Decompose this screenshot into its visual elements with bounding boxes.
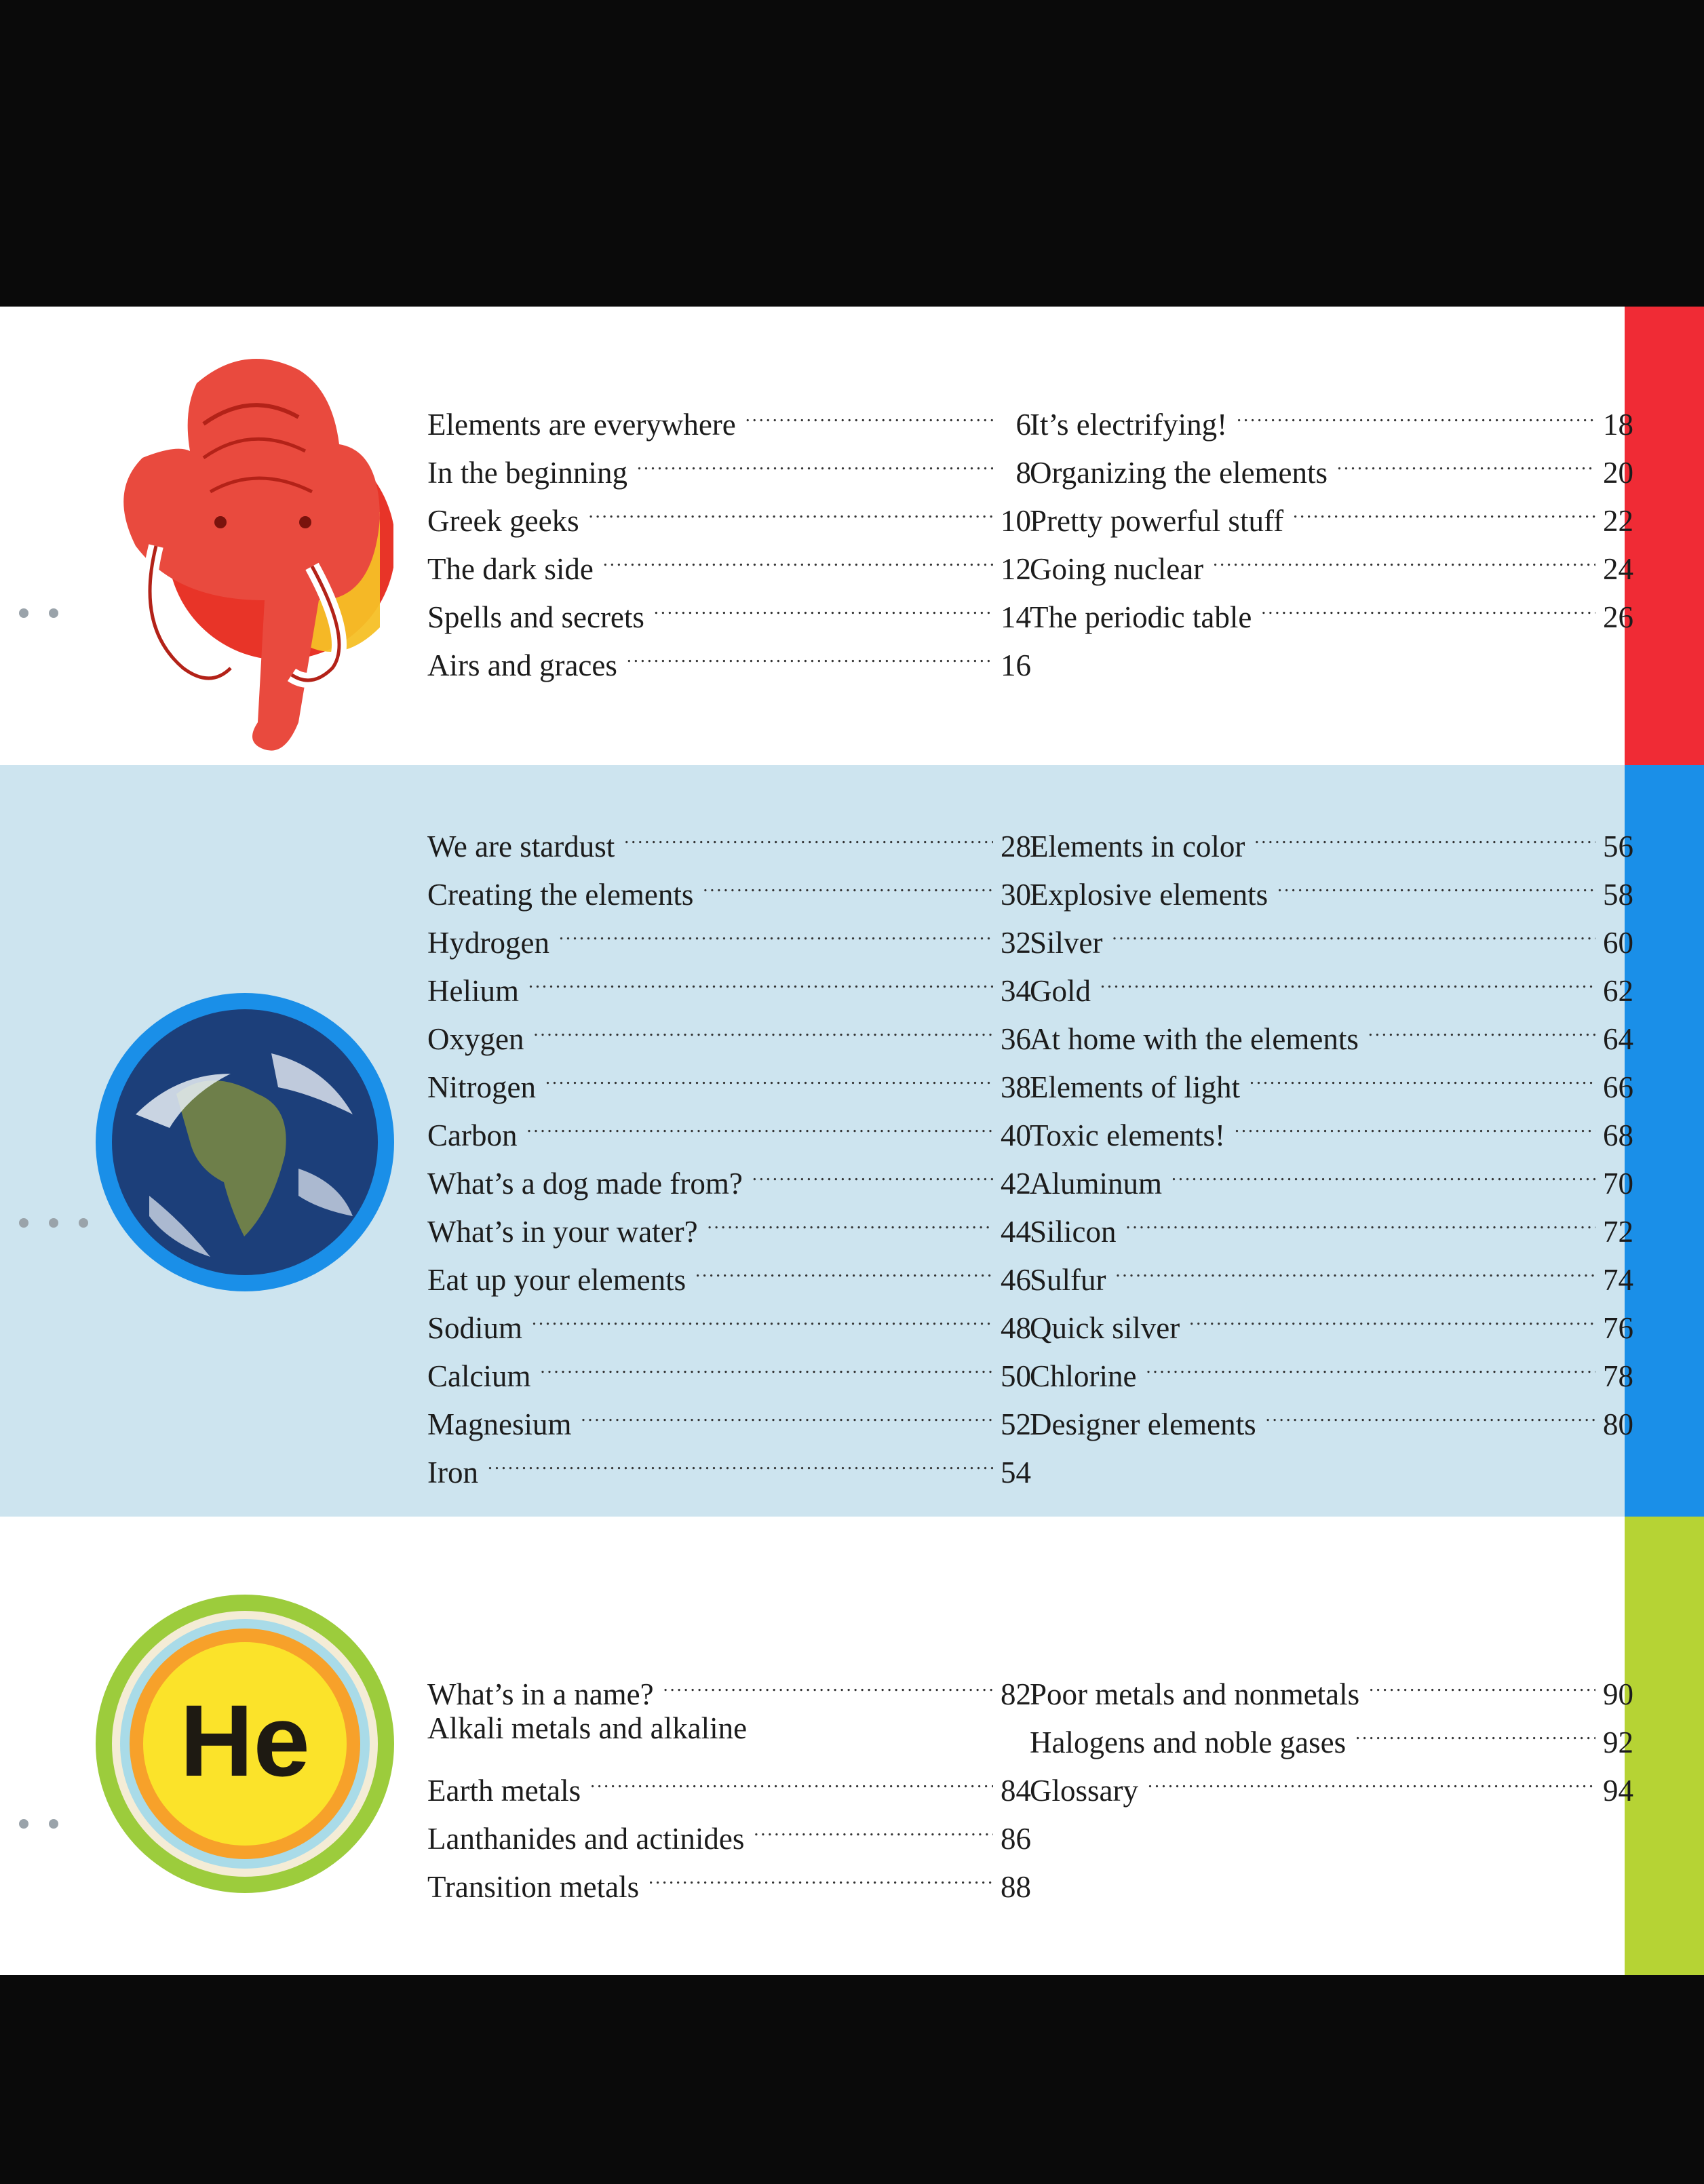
toc-entry[interactable]	[427, 1146, 1031, 1201]
toc-entry-page-number: 10	[1001, 504, 1031, 538]
helium-badge-icon	[95, 1594, 395, 1894]
helium-badge-text: He	[180, 1683, 310, 1797]
toc-leader-dots	[590, 1753, 993, 1801]
toc-entry-title: What’s in a name?	[427, 1677, 654, 1711]
toc-entry-page-number: 20	[1603, 456, 1633, 490]
toc-entry-title: Pretty powerful stuff	[1030, 504, 1284, 538]
toc-entry[interactable]	[427, 1656, 1031, 1711]
toc-leader-dots	[1254, 808, 1595, 857]
toc-entry[interactable]	[1030, 953, 1633, 1008]
toc-entry[interactable]	[1030, 1290, 1633, 1345]
toc-entry-title: Poor metals and nonmetals	[1030, 1677, 1360, 1711]
toc-entry-title: Elements in color	[1030, 830, 1245, 863]
toc-entry-title: Going nuclear	[1030, 552, 1204, 586]
toc-entry-page-number: 12	[1001, 552, 1031, 586]
toc-entry-title: Chlorine	[1030, 1359, 1137, 1393]
section-1-dot-marker	[19, 608, 58, 618]
toc-entry-page-number: 50	[1001, 1359, 1031, 1393]
toc-entry-page-number: 6	[1015, 408, 1031, 442]
toc-entry-page-number: 56	[1603, 830, 1633, 863]
toc-leader-dots	[624, 808, 993, 857]
toc-entry-page-number: 68	[1603, 1118, 1633, 1152]
toc-entry-title: Elements of light	[1030, 1070, 1240, 1104]
toc-entry-page-number: 16	[1001, 648, 1031, 682]
toc-entry-page-number: 44	[1001, 1215, 1031, 1249]
section-2-dot-marker	[19, 1218, 88, 1228]
toc-entry[interactable]	[427, 1435, 1031, 1489]
toc-leader-dots	[559, 905, 993, 953]
toc-leader-dots	[1112, 905, 1596, 953]
toc-entry-title: Glossary	[1030, 1774, 1138, 1808]
toc-entry-page-number: 18	[1603, 408, 1633, 442]
toc-leader-dots	[648, 1849, 993, 1897]
toc-entry[interactable]	[427, 387, 1031, 442]
toc-entry-title: Magnesium	[427, 1407, 572, 1441]
toc-entry-page-number: 94	[1603, 1774, 1633, 1808]
toc-entry-page-number: 82	[1001, 1677, 1031, 1711]
toc-entry-page-number: 90	[1603, 1677, 1633, 1711]
toc-entry-page-number: 88	[1001, 1870, 1031, 1904]
toc-entry-page-number: 92	[1603, 1725, 1633, 1759]
toc-entry[interactable]	[1030, 905, 1633, 960]
toc-leader-dots	[1337, 435, 1595, 483]
toc-entry-page-number: 30	[1001, 878, 1031, 912]
toc-leader-dots	[703, 857, 993, 905]
toc-entry-page-number: 80	[1603, 1407, 1633, 1441]
mammoth-icon	[95, 343, 393, 763]
toc-leader-dots	[1355, 1704, 1595, 1753]
toc-entry-page-number: 54	[1001, 1456, 1031, 1489]
toc-leader-dots	[526, 1097, 993, 1146]
toc-entry-page-number: 28	[1001, 830, 1031, 863]
section-2-left-column	[427, 808, 1031, 1489]
toc-leader-dots	[1277, 857, 1595, 905]
toc-entry[interactable]	[1030, 1001, 1633, 1056]
toc-leader-dots	[695, 1242, 993, 1290]
toc-entry-title: Explosive elements	[1030, 878, 1269, 912]
toc-leader-dots	[1172, 1146, 1595, 1194]
toc-entry-title: Sodium	[427, 1311, 523, 1345]
toc-leader-dots	[488, 1435, 993, 1483]
toc-entry-page-number: 62	[1603, 974, 1633, 1008]
section-1-left-column	[427, 387, 1031, 682]
toc-entry[interactable]	[427, 808, 1031, 863]
toc-entry[interactable]	[1030, 1656, 1633, 1711]
toc-leader-dots	[1126, 1194, 1595, 1242]
toc-leader-dots	[1250, 1049, 1595, 1097]
toc-entry-page-number: 46	[1001, 1263, 1031, 1297]
earth-globe-icon	[95, 992, 395, 1292]
toc-entry-page-number: 78	[1603, 1359, 1633, 1393]
toc-leader-dots	[1369, 1656, 1595, 1704]
toc-entry[interactable]	[427, 1704, 1031, 1753]
toc-leader-dots	[603, 531, 993, 579]
section-1-color-tab	[1625, 307, 1704, 765]
toc-entry-page-number: 66	[1603, 1070, 1633, 1104]
toc-leader-dots	[533, 1001, 993, 1049]
toc-leader-dots	[1368, 1001, 1595, 1049]
toc-leader-dots	[589, 483, 993, 531]
toc-entry-title: At home with the elements	[1030, 1022, 1359, 1056]
toc-entry-title: What’s a dog made from?	[427, 1167, 743, 1201]
toc-entry[interactable]	[1030, 1242, 1633, 1297]
toc-entry-page-number: 32	[1001, 926, 1031, 960]
toc-leader-dots	[532, 1290, 993, 1338]
toc-leader-dots	[1189, 1290, 1595, 1338]
toc-entry-page-number: 22	[1603, 504, 1633, 538]
toc-leader-dots	[1235, 1097, 1595, 1146]
toc-leader-dots	[540, 1338, 993, 1386]
toc-entry-title: Silver	[1030, 926, 1103, 960]
toc-entry-page-number: 40	[1001, 1118, 1031, 1152]
toc-leader-dots	[1116, 1242, 1596, 1290]
toc-entry-title: The periodic table	[1030, 600, 1252, 634]
toc-entry-title: Creating the elements	[427, 878, 694, 912]
toc-leader-dots	[708, 1194, 993, 1242]
toc-entry-title: Calcium	[427, 1359, 531, 1393]
toc-leader-dots	[1213, 531, 1595, 579]
toc-entry-page-number: 60	[1603, 926, 1633, 960]
toc-leader-dots	[663, 1656, 993, 1704]
toc-leader-dots	[1261, 579, 1595, 627]
toc-entry-page-number: 58	[1603, 878, 1633, 912]
toc-entry-page-number: 84	[1001, 1774, 1031, 1808]
toc-entry-page-number: 14	[1001, 600, 1031, 634]
toc-entry-page-number: 34	[1001, 974, 1031, 1008]
toc-entry-title: Silicon	[1030, 1215, 1117, 1249]
section-2-color-tab	[1625, 765, 1704, 1517]
toc-entry-title: Sulfur	[1030, 1263, 1106, 1297]
toc-entry-title: Quick silver	[1030, 1311, 1180, 1345]
toc-entry-title: Spells and secrets	[427, 600, 644, 634]
toc-leader-dots	[528, 953, 993, 1001]
section-3-right-column	[1030, 1656, 1633, 1808]
toc-leader-dots	[581, 1386, 993, 1435]
section-3-left-column	[427, 1656, 1031, 1904]
toc-entry-title: Oxygen	[427, 1022, 524, 1056]
toc-leader-dots	[1146, 1338, 1595, 1386]
toc-entry-page-number: 72	[1603, 1215, 1633, 1249]
toc-entry-page-number: 38	[1001, 1070, 1031, 1104]
section-3-color-tab	[1625, 1517, 1704, 1975]
toc-leader-dots	[627, 627, 993, 676]
toc-entry-page-number: 42	[1001, 1167, 1031, 1201]
toc-entry-page-number: 48	[1001, 1311, 1031, 1345]
toc-leader-dots	[746, 387, 993, 435]
toc-entry-page-number: 8	[1015, 456, 1031, 490]
toc-entry-title: We are stardust	[427, 830, 615, 863]
toc-entry-page-number: 24	[1603, 552, 1633, 586]
toc-entry-page-number: 74	[1603, 1263, 1633, 1297]
toc-entry-title: Eat up your elements	[427, 1263, 686, 1297]
toc-entry-title: Earth metals	[427, 1774, 581, 1808]
toc-leader-dots	[545, 1049, 993, 1097]
toc-entry-page-number: 52	[1001, 1407, 1031, 1441]
toc-entry-title: Designer elements	[1030, 1407, 1256, 1441]
toc-entry-title: Carbon	[427, 1118, 518, 1152]
toc-entry-title: Elements are everywhere	[427, 408, 736, 442]
toc-leader-dots	[1266, 1386, 1595, 1435]
section-2-right-column	[1030, 808, 1633, 1441]
toc-leader-dots	[1100, 953, 1595, 1001]
toc-entry-page-number: 86	[1001, 1822, 1031, 1856]
toc-leader-dots	[1148, 1753, 1595, 1801]
toc-entry-title: Halogens and noble gases	[1030, 1725, 1347, 1759]
toc-entry-page-number: 76	[1603, 1311, 1633, 1345]
toc-entry[interactable]	[427, 1753, 1031, 1808]
toc-entry-title: Nitrogen	[427, 1070, 536, 1104]
toc-entry-title: What’s in your water?	[427, 1215, 698, 1249]
toc-leader-dots	[754, 1801, 993, 1849]
toc-entry-page-number: 64	[1603, 1022, 1633, 1056]
toc-leader-dots	[1293, 483, 1595, 531]
toc-entry-page-number: 70	[1603, 1167, 1633, 1201]
toc-entry-title: Aluminum	[1030, 1167, 1163, 1201]
toc-entry[interactable]	[1030, 808, 1633, 863]
toc-entry-title: Greek geeks	[427, 504, 579, 538]
toc-entry-title: Transition metals	[427, 1870, 640, 1904]
toc-entry[interactable]	[1030, 387, 1633, 442]
toc-entry-title: Lanthanides and actinides	[427, 1822, 745, 1856]
toc-leader-dots	[1237, 387, 1595, 435]
toc-entry-title: Organizing the elements	[1030, 456, 1328, 490]
toc-entry-title: The dark side	[427, 552, 594, 586]
toc-entry-title: It’s electrifying!	[1030, 408, 1228, 442]
toc-entry-title: Hydrogen	[427, 926, 549, 960]
toc-entry-title: Toxic elements!	[1030, 1118, 1225, 1152]
section-3-dot-marker	[19, 1819, 58, 1829]
toc-leader-dots	[654, 579, 993, 627]
toc-leader-dots	[637, 435, 993, 483]
toc-entry-title: Iron	[427, 1456, 478, 1489]
toc-entry-title: In the beginning	[427, 456, 627, 490]
toc-entry-title: Helium	[427, 974, 519, 1008]
toc-entry-title: Alkali metals and alkaline	[427, 1711, 748, 1745]
toc-leader-dots	[752, 1146, 993, 1194]
toc-entry-title: Airs and graces	[427, 648, 617, 682]
section-1-right-column	[1030, 387, 1633, 634]
toc-entry-page-number: 36	[1001, 1022, 1031, 1056]
toc-entry-page-number: 26	[1603, 600, 1633, 634]
toc-entry-title: Gold	[1030, 974, 1091, 1008]
